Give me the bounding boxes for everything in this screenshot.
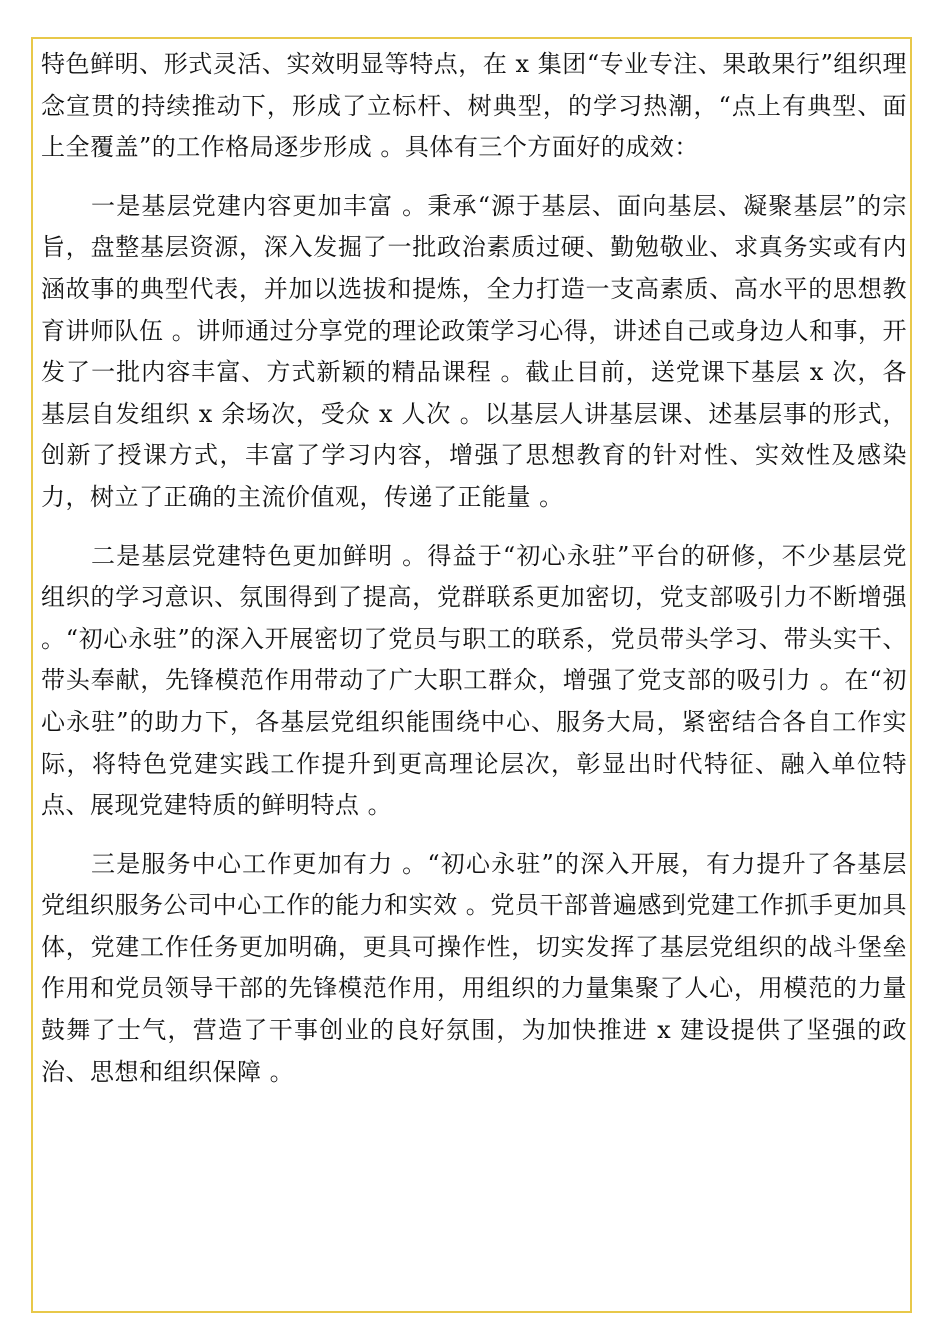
- paragraph-point-one: 一是基层党建内容更加丰富 。秉承“源于基层、面向基层、凝聚基层”的宗旨，盘整基层资源，深入发掘了一批政治素质过硬、勤勉敬业、求真务实或有内涵故事的典型代表，并加以选拔和提炼，全力打造一支高素质、高水平的思想教育讲师队伍 。讲师通过分享党的理论政策学习心得，讲述自己或身边人和事，开发了一批内容丰富、方式新颖的精品课程 。截止目前，送党课下基层 x 次，各基层自发组织 x 余场次，受众 x 人次 。以基层人讲基层课、述基层事的形式，创新了授课方式，丰富了学习内容，增强了思想教育的针对性、实效性及感染力，树立了正确的主流价值观，传递了正能量 。: [41, 191, 907, 511]
- document-body: [41, 44, 907, 1110]
- paragraph-intro: 特色鲜明、形式灵活、实效明显等特点，在 x 集团“专业专注、果敢果行”组织理念宣贯的持续推动下，形成了立标杆、树典型，的学习热潮，“点上有典型、面上全覆盖”的工作格局逐步形成 。具体有三个方面好的成效：: [41, 50, 907, 162]
- paragraph-point-two: 二是基层党建特色更加鲜明 。得益于“初心永驻”平台的研修，不少基层党组织的学习意识、氛围得到了提高，党群联系更加密切，党支部吸引力不断增强 。“初心永驻”的深入开展密切了党员与职工的联系，党员带头学习、带头实干、带头奉献，先锋模范作用带动了广大职工群众，增强了党支部的吸引力 。在“初心永驻”的助力下，各基层党组织能围绕中心、服务大局，紧密结合各自工作实际，将特色党建实践工作提升到更高理论层次，彰显出时代特征、融入单位特点、展现党建特质的鲜明特点 。: [41, 541, 907, 820]
- paragraph-point-three: 三是服务中心工作更加有力 。“初心永驻”的深入开展，有力提升了各基层党组织服务公司中心工作的能力和实效 。党员干部普遍感到党建工作抓手更加具体，党建工作任务更加明确，更具可操作性，切实发挥了基层党组织的战斗堡垒作用和党员领导干部的先锋模范作用，用组织的力量集聚了人心，用模范的力量鼓舞了士气，营造了干事创业的良好氛围，为加快推进 x 建设提供了坚强的政治、思想和组织保障 。: [41, 849, 907, 1086]
